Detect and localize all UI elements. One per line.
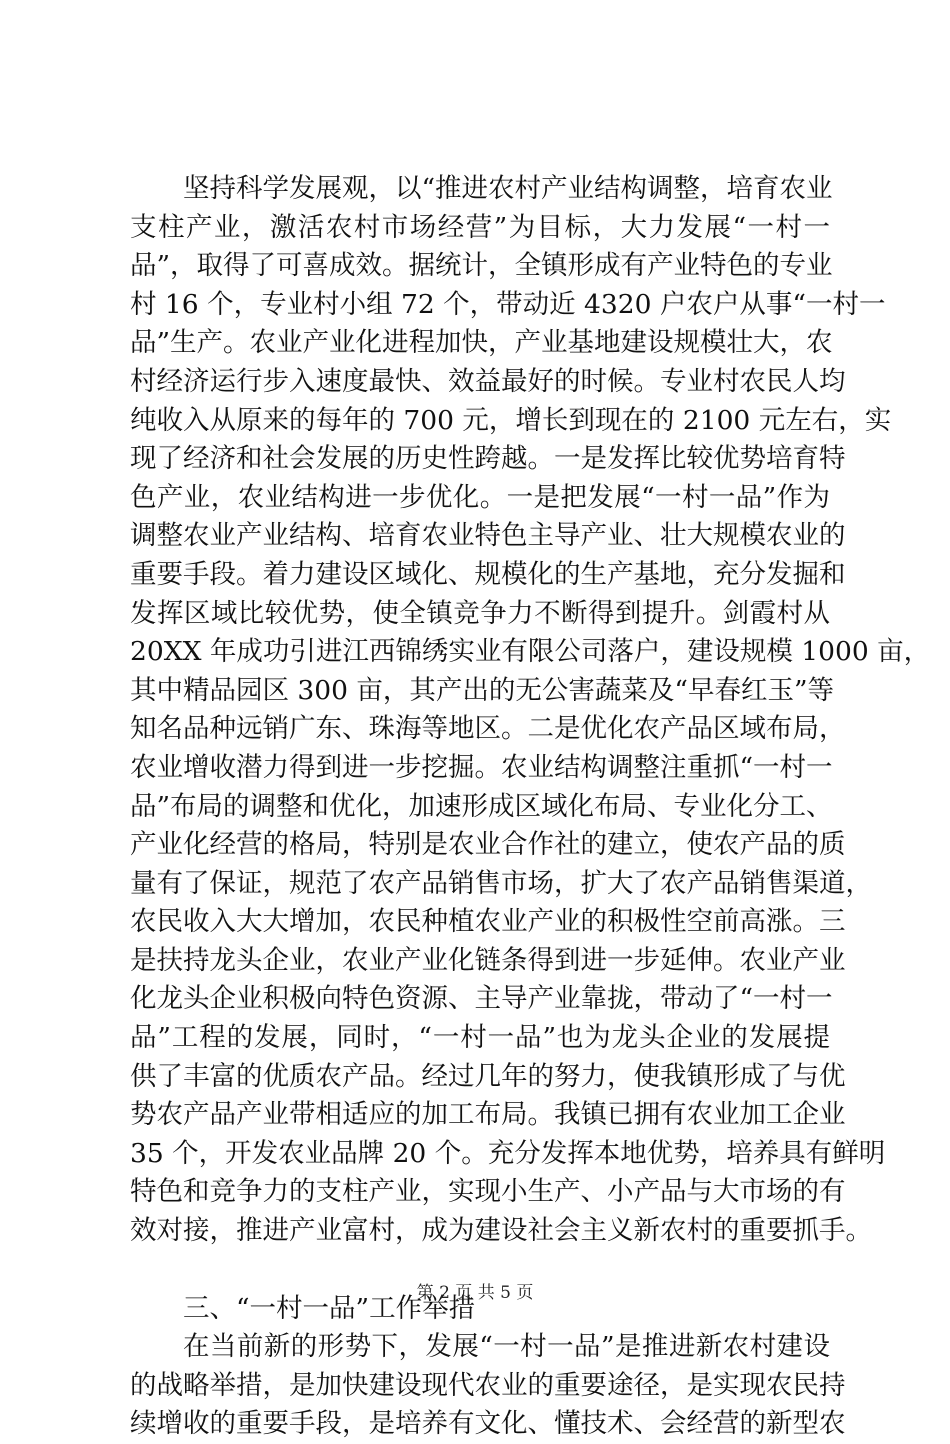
text-line: 坚持科学发展观，以“推进农村产业结构调整，培育农业	[183, 173, 833, 204]
text-line: 20XX 年成功引进江西锦绣实业有限公司落户，建设规模 1000 亩，	[130, 636, 931, 668]
text-line: 村经济运行步入速度最快、效益最好的时候。专业村农民人均	[130, 365, 846, 397]
section-3	[130, 1290, 846, 1444]
text-line: 产业化经营的格局，特别是农业合作社的建立，使农产品的质	[130, 829, 846, 861]
text-line: 品”布局的调整和优化，加速形成区域化布局、专业化分工、	[130, 790, 833, 822]
text-line: 农业增收潜力得到进一步挖掘。农业结构调整注重抓“一村一	[130, 751, 833, 783]
section-heading: 三、“一村一品”工作举措	[183, 1292, 476, 1324]
text-line: 特色和竞争力的支柱产业，实现小生产、小产品与大市场的有	[130, 1176, 846, 1208]
text-line: 重要手段。着力建设区域化、规模化的生产基地，充分发掘和	[130, 558, 846, 590]
text-line: 是扶持龙头企业，农业产业化链条得到进一步延伸。农业产业	[130, 944, 846, 976]
text-line: 化龙头企业积极向特色资源、主导产业靠拢，带动了“一村一	[130, 983, 833, 1015]
text-line: 在当前新的形势下，发展“一村一品”是推进新农村建设	[183, 1331, 830, 1363]
text-line: 效对接，推进产业富村，成为建设社会主义新农村的重要抓手。	[130, 1215, 872, 1247]
text-line: 续增收的重要手段，是培养有文化、懂技术、会经营的新型农	[130, 1408, 846, 1440]
text-line: 现了经济和社会发展的历史性跨越。一是发挥比较优势培育特	[130, 443, 846, 475]
text-line: 品”工程的发展，同时，“一村一品”也为龙头企业的发展提	[130, 1022, 830, 1054]
text-line: 品”，取得了可喜成效。据统计，全镇形成有产业特色的专业	[130, 250, 833, 282]
text-line: 知名品种远销广东、珠海等地区。二是优化农产品区域布局，	[130, 713, 846, 745]
text-line: 村 16 个，专业村小组 72 个，带动近 4320 户农户从事“一村一	[130, 288, 886, 320]
text-line: 支柱产业，激活农村市场经营”为目标，大力发展“一村一	[130, 211, 830, 243]
text-line: 供了丰富的优质农产品。经过几年的努力，使我镇形成了与优	[130, 1060, 846, 1092]
text-line: 的战略举措，是加快建设现代农业的重要途径，是实现农民持	[130, 1369, 846, 1401]
text-line: 调整农业产业结构、培育农业特色主导产业、壮大规模农业的	[130, 520, 846, 552]
text-line: 势农产品产业带相适应的加工布局。我镇已拥有农业加工企业	[130, 1099, 846, 1131]
page-number-footer: 第 2 页 共 5 页	[416, 1283, 534, 1303]
text-line: 纯收入从原来的每年的 700 元，增长到现在的 2100 元左右，实	[130, 404, 892, 436]
document-body	[130, 170, 931, 1444]
text-line: 其中精品园区 300 亩，其产出的无公害蔬菜及“早春红玉”等	[130, 674, 835, 706]
paragraph-1	[130, 170, 931, 1251]
text-line: 35 个，开发农业品牌 20 个。充分发挥本地优势，培养具有鲜明	[130, 1137, 886, 1169]
text-line: 量有了保证，规范了农产品销售市场，扩大了农产品销售渠道，	[130, 867, 872, 899]
text-line: 农民收入大大增加，农民种植农业产业的积极性空前高涨。三	[130, 906, 846, 938]
text-line: 发挥区域比较优势，使全镇竞争力不断得到提升。剑霞村从	[130, 597, 830, 629]
text-line: 色产业，农业结构进一步优化。一是把发展“一村一品”作为	[130, 481, 830, 513]
text-line: 品”生产。农业产业化进程加快，产业基地建设规模壮大，农	[130, 327, 833, 359]
